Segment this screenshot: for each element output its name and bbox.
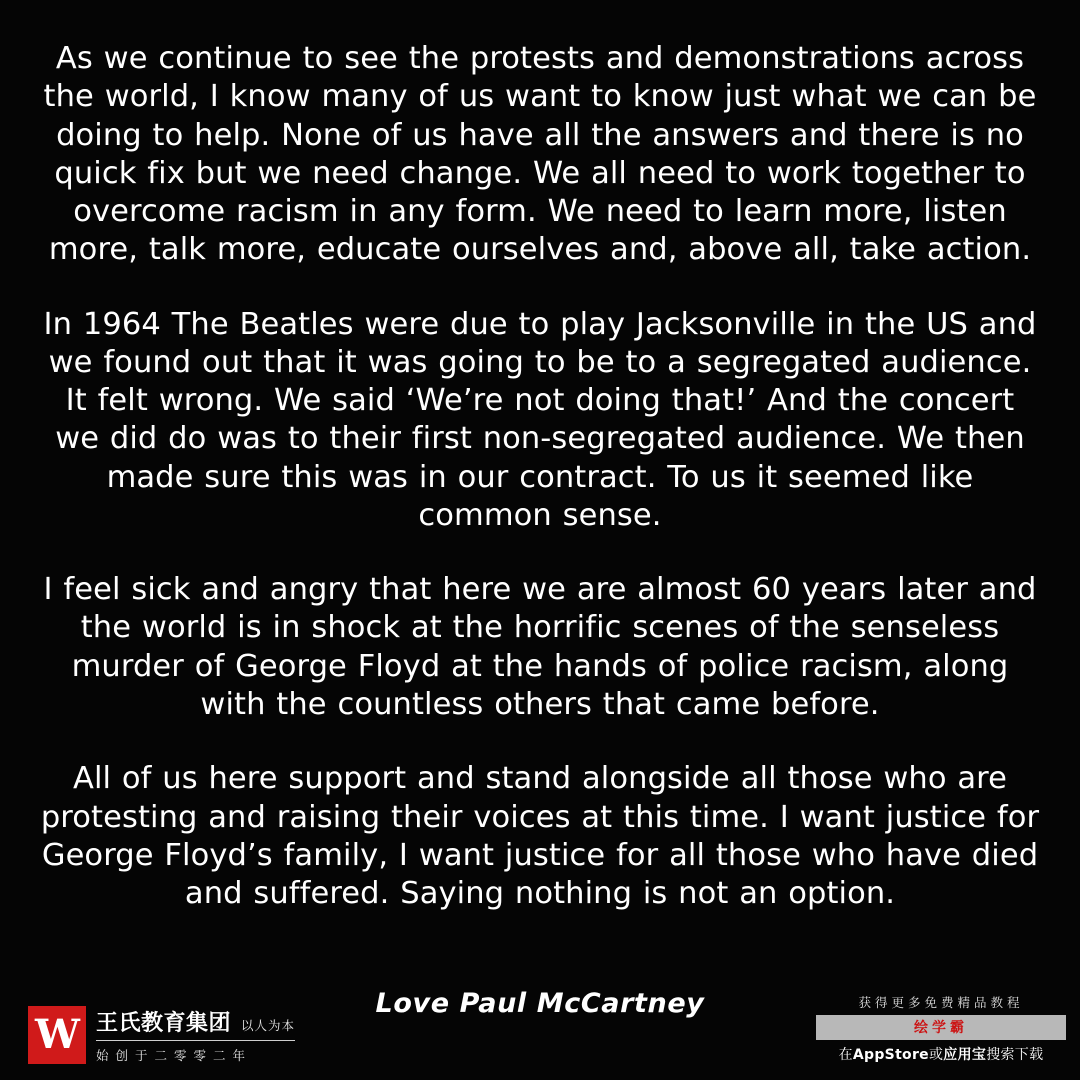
statement-body: [40, 40, 1040, 913]
wangshi-logo-icon: [28, 1006, 86, 1064]
statement-paragraph-2: In 1964 The Beatles were due to play Jacksonville in the US and we found out that it was going to be to a segregated audience. It felt wrong. We said ‘We’re not doing that!’ And the concert we did do was to their first non-segregated audience. We then made sure this was in our contract. To us it seemed like common sense.: [43, 306, 1037, 533]
statement-paragraph-1: As we continue to see the protests and demonstrations across the world, I know many of us want to know just what we can be doing to help. None of us have all the answers and there is no quick fix but we need change. We all need to work together to overcome racism in any form. We need to learn more, listen more, talk more, educate ourselves and, above all, take action.: [43, 41, 1037, 268]
download-store-yingyongbao: 应用宝: [943, 1047, 987, 1063]
watermark-right: [816, 993, 1066, 1064]
download-store-appstore: AppStore: [852, 1047, 929, 1063]
logo-letter: W: [35, 1011, 79, 1058]
statement-paragraph-4: All of us here support and stand alongside all those who are protesting and raising their voices at this time. I want justice for George Floyd’s family, I want justice for all those who have died and suffered. Saying nothing is not an option.: [40, 761, 1040, 912]
watermark-brand: 王氏教育集团: [96, 1011, 232, 1036]
watermark-left: [28, 992, 295, 1064]
watermark-promo-line: 获得更多免费精品教程: [858, 995, 1024, 1010]
watermark-download-line: [816, 1044, 1066, 1064]
signature-line: Love Paul McCartney: [375, 988, 705, 1019]
download-prefix: 在: [838, 1047, 853, 1063]
watermark-founded: 始创于二零零二年: [96, 1048, 253, 1063]
watermark-slogan: 以人为本: [241, 1018, 296, 1033]
statement-paragraph-3: I feel sick and angry that here we are almost 60 years later and the world is in shock at the horrific scenes of the senseless murder of George Floyd at the hands of police racism, along with the countless others that came before.: [43, 572, 1037, 722]
download-suffix: 搜索下载: [986, 1047, 1044, 1063]
watermark-app-name: 绘学霸: [816, 1015, 1066, 1040]
watermark-left-text: [96, 1004, 295, 1064]
download-mid: 或: [928, 1047, 944, 1063]
watermark-brand-row: [96, 1006, 295, 1041]
